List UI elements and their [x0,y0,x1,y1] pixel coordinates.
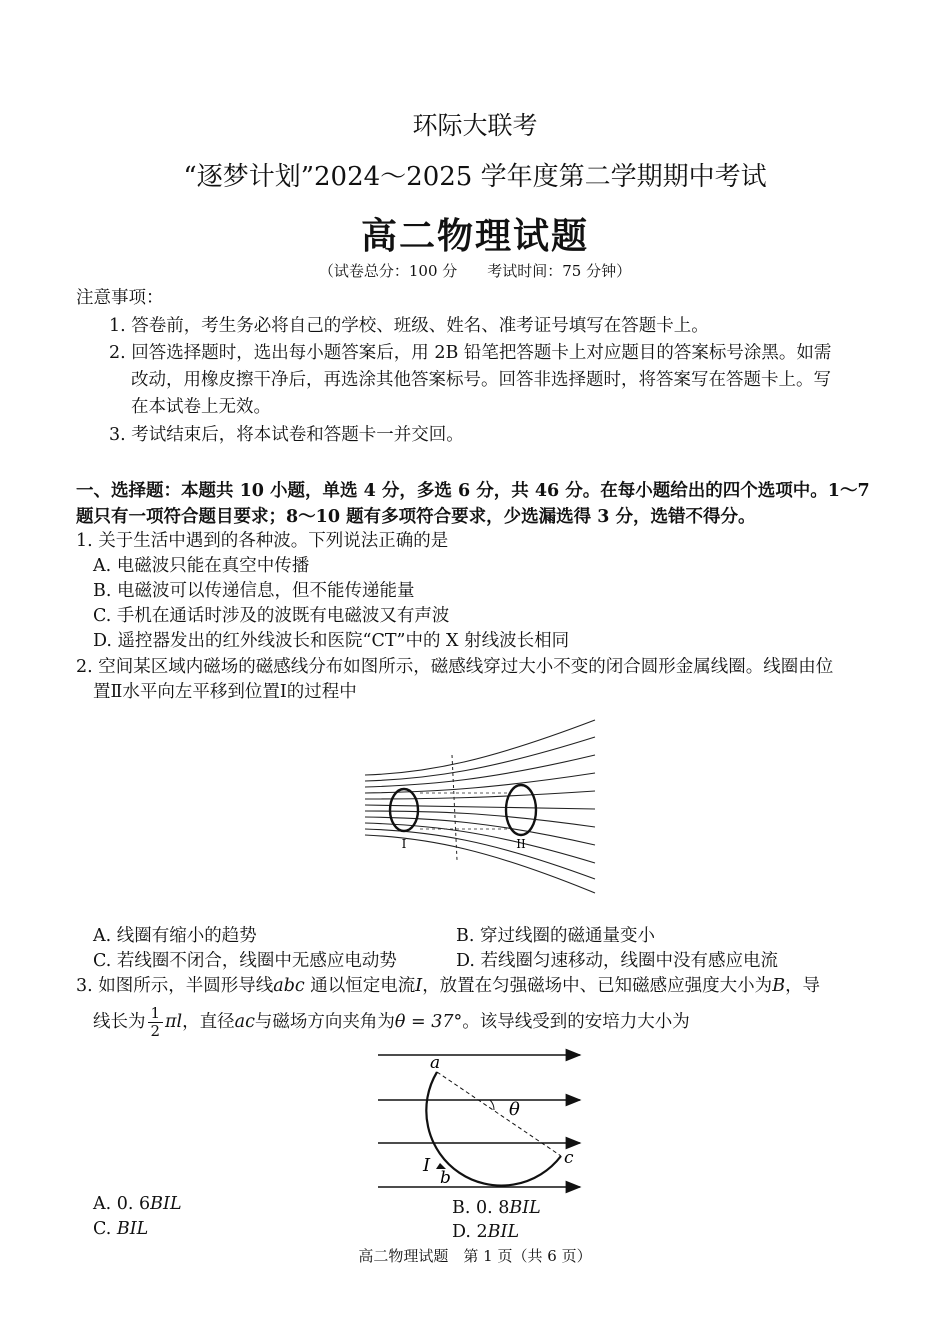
label-c: c [564,1148,574,1168]
q3-option-a-text: A. 0. 6 [93,1194,151,1214]
coil-label-1: I [401,837,407,851]
coil-position-2-ellipse [506,785,536,835]
q1-option-b: B. 电磁波可以传递信息，但不能传递能量 [93,581,415,601]
q1-stem: 1. 关于生活中遇到的各种波。下列说法正确的是 [76,531,449,551]
q3-option-b-text: B. 0. 8 [452,1198,510,1218]
q3-theta-expression: θ = 37° [394,1012,463,1032]
q2-option-d: D. 若线圈匀速移动，线圈中没有感应电流 [456,951,779,971]
page-footer: 高二物理试题 第 1 页（共 6 页） [358,1247,592,1265]
q1-option-d: D. 遥控器发出的红外线波长和医院“CT”中的 X 射线波长相同 [93,631,570,651]
semicircle-wire-figure [370,1045,590,1195]
q3-fraction-denominator: 2 [150,1022,161,1040]
q3-option-c-text: C. [93,1219,117,1239]
q3-option-d-text: D. 2 [452,1222,488,1242]
q2-option-b: B. 穿过线圈的磁通量变小 [456,926,655,946]
q3-stem-line-1 [76,974,820,998]
q3-option-d-symbol: BIL [487,1222,520,1242]
q3-option-d [452,1220,519,1244]
q2-stem-line-2: 置Ⅱ水平向左平移到位置Ⅰ的过程中 [93,682,357,702]
label-b: b [440,1168,451,1188]
exam-name: “逐梦计划”2024～2025 学年度第二学期期中考试 [183,162,767,192]
coil-label-2: II [516,837,526,851]
q3-stem-text-5: 线长为 [93,1012,146,1032]
q3-current-symbol: I [415,976,423,996]
label-a: a [430,1053,441,1073]
q2-stem-line-1: 2. 空间某区域内磁场的磁感线分布如图所示，磁感线穿过大小不变的闭合圆形金属线圈。线圈由位 [76,657,834,677]
note-item-2-line-2: 改动，用橡皮擦干净后，再选涂其他答案标号。回答非选择题时，将答案写在答题卡上。写 [131,370,831,390]
q3-abc: abc [273,976,305,996]
label-theta: θ [509,1099,520,1120]
q3-option-c-symbol: BIL [116,1219,149,1239]
page-title: 高二物理试题 [360,215,589,257]
note-item-3: 3. 考试结束后，将本试卷和答题卡一并交回。 [109,425,464,445]
exam-info: （试卷总分：100 分 考试时间：75 分钟） [318,262,632,280]
q3-option-a [93,1192,182,1216]
q3-stem-text-7: 与磁场方向夹角为 [254,1012,395,1032]
q3-option-c [93,1217,148,1241]
q3-stem-text-6: ，直径 [182,1012,235,1032]
q3-stem-text-3: ，放置在匀强磁场中、已知磁感应强度大小为 [422,976,773,996]
notes-heading: 注意事项： [76,288,164,308]
q3-option-b-symbol: BIL [509,1198,541,1218]
q3-fraction [148,1005,164,1040]
q1-option-a: A. 电磁波只能在真空中传播 [93,556,310,576]
note-item-2-line-3: 在本试卷上无效。 [131,397,271,417]
note-item-2-line-1: 2. 回答选择题时，选出每小题答案后，用 2B 铅笔把答题卡上对应题目的答案标号涂黑。如需 [109,343,832,363]
q2-option-c: C. 若线圈不闭合，线圈中无感应电动势 [93,951,397,971]
note-item-1: 1. 答卷前，考生务必将自己的学校、班级、姓名、准考证号填写在答题卡上。 [109,316,709,336]
q3-stem-text-2: 通以恒定电流 [304,976,416,996]
section-1-intro-line-2: 题只有一项符合题目要求；8～10 题有多项符合要求，少选漏选得 3 分，选错不得分。 [76,507,756,527]
q3-pil: πl [165,1012,183,1032]
q3-field-symbol: B [772,976,786,996]
q1-option-c: C. 手机在通话时涉及的波既有电磁波又有声波 [93,606,450,626]
q3-stem-text-4: ，导 [785,976,821,996]
q3-stem-text-8: 。该导线受到的安培力大小为 [462,1012,690,1032]
q3-option-b [452,1196,541,1220]
q3-stem-line-2 [93,1005,690,1040]
magnetic-field-figure [360,715,600,895]
q3-stem-text-1: 3. 如图所示，半圆形导线 [76,976,274,996]
q2-option-a: A. 线圈有缩小的趋势 [93,926,257,946]
label-current: I [423,1155,431,1176]
q3-fraction-numerator: 1 [148,1005,164,1023]
exam-union-title: 环际大联考 [412,111,538,140]
section-1-intro-line-1: 一、选择题：本题共 10 小题，单选 4 分，多选 6 分，共 46 分。在每小题给出的四个选项中。1～7 [76,481,870,501]
q3-ac: ac [234,1012,255,1032]
q3-option-a-symbol: BIL [150,1194,182,1214]
